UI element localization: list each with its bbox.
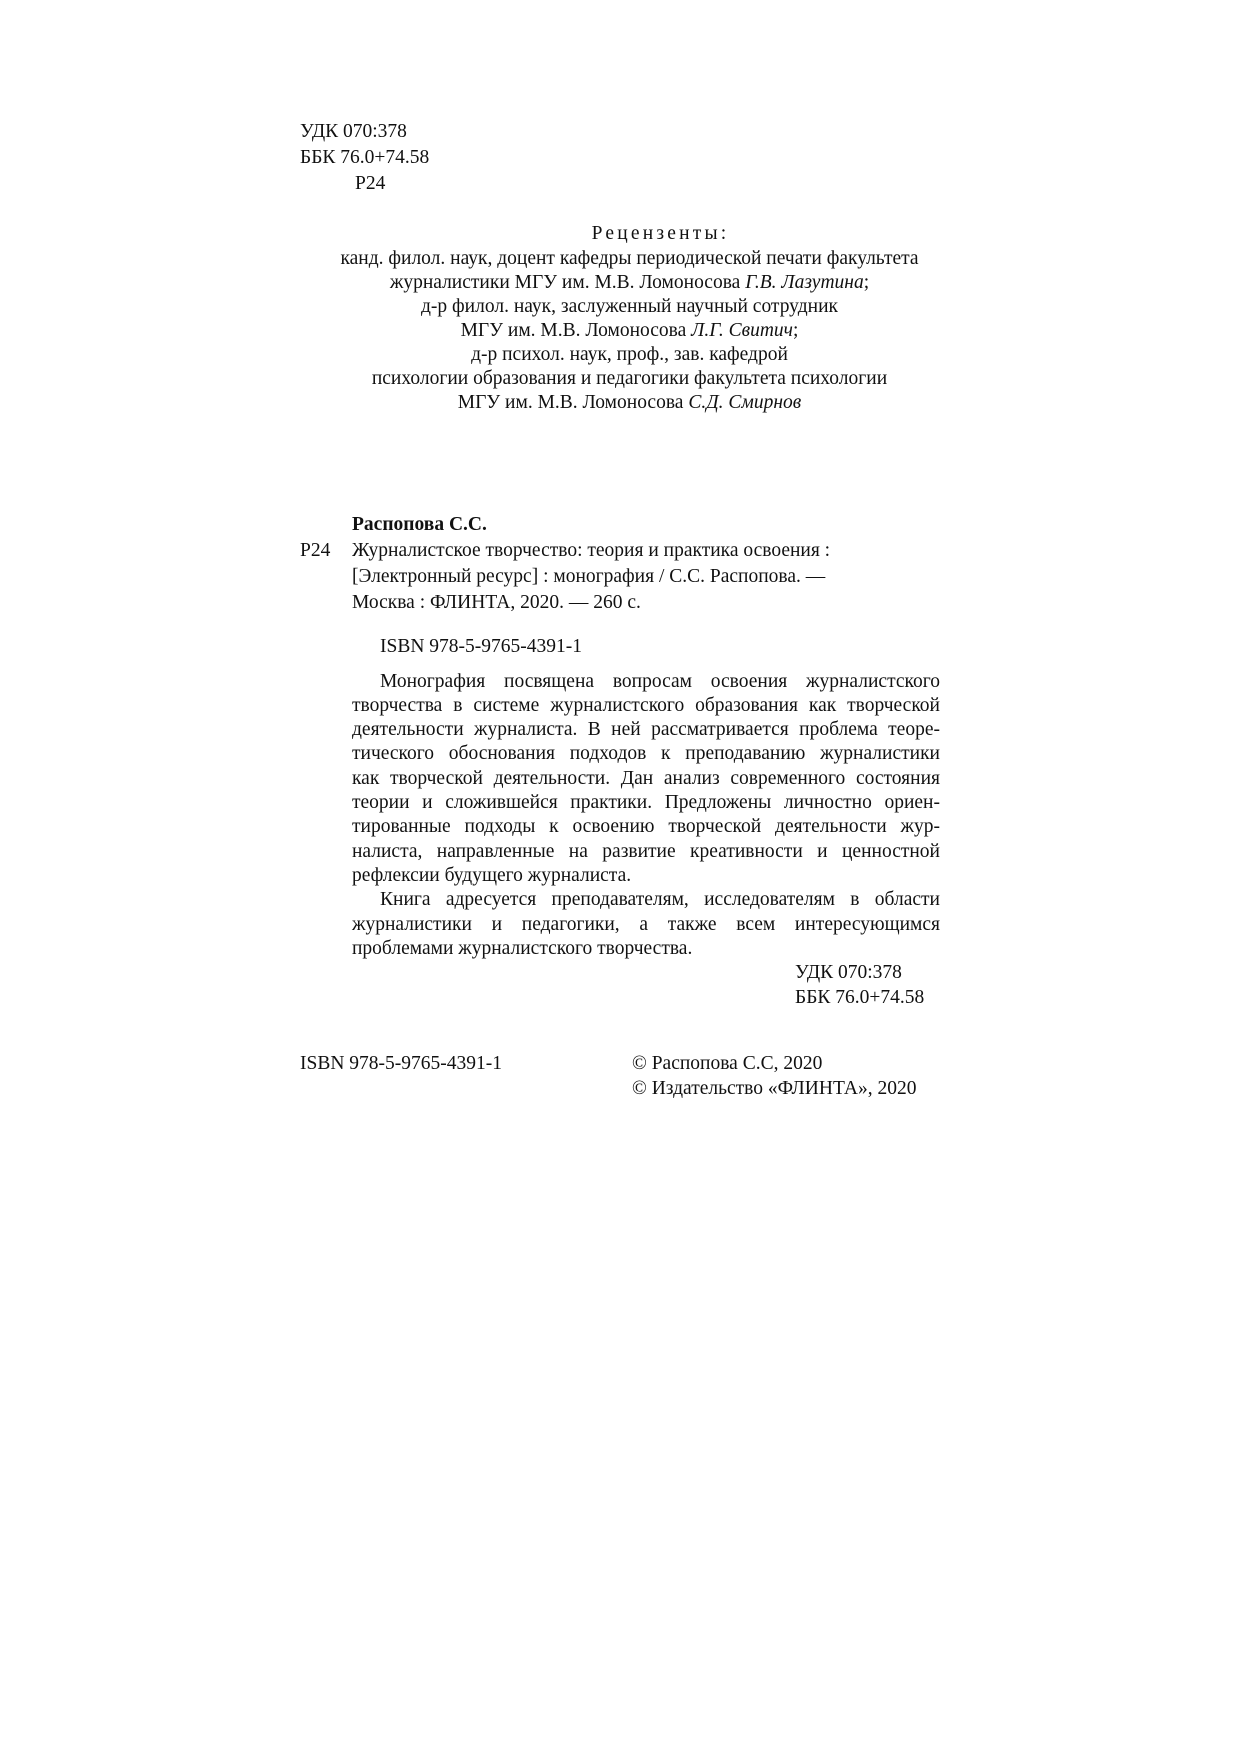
catalog-isbn: ISBN 978-5-9765-4391-1 bbox=[380, 636, 583, 657]
catalog-title-line-1: Журналистское творчество: теория и практика освоения : bbox=[352, 540, 831, 561]
reviewer-name-lazutina: Г.В. Лазутина bbox=[745, 272, 864, 293]
abstract-line: журналистики и педагогики, а также всем интересующимся bbox=[352, 914, 940, 935]
copyright-author: © Распопова С.С, 2020 bbox=[632, 1053, 823, 1074]
reviewers-title: Рецензенты: bbox=[591, 223, 730, 244]
catalog-mark: Р24 bbox=[300, 540, 331, 561]
reviewer-line-6: психологии образования и педагогики факультета психологии bbox=[371, 368, 888, 389]
reviewer-name-smirnov: С.Д. Смирнов bbox=[688, 392, 802, 413]
abstract-line: как творческой деятельности. Дан анализ современного состояния bbox=[352, 768, 940, 789]
reviewer-line-2: журналистики МГУ им. М.В. Ломоносова Г.В. Лазутина; bbox=[389, 272, 870, 293]
catalog-title-line-3: Москва : ФЛИНТА, 2020. — 260 с. bbox=[352, 592, 641, 613]
catalog-title-line-2: [Электронный ресурс] : монография / С.С. Распопова. — bbox=[352, 566, 826, 587]
abstract-udk: УДК 070:378 bbox=[795, 962, 902, 983]
abstract-line: проблемами журналистского творчества. bbox=[352, 938, 693, 959]
footer-isbn: ISBN 978-5-9765-4391-1 bbox=[300, 1053, 503, 1074]
reviewer-line-4: МГУ им. М.В. Ломоносова Л.Г. Свитич; bbox=[460, 320, 799, 341]
abstract-line: Монография посвящена вопросам освоения журналистского bbox=[380, 671, 940, 692]
reviewer-name-svitich: Л.Г. Свитич bbox=[691, 320, 793, 341]
abstract-bbk: ББК 76.0+74.58 bbox=[795, 987, 925, 1008]
copyright-publisher: © Издательство «ФЛИНТА», 2020 bbox=[632, 1078, 917, 1099]
abstract-line: Книга адресуется преподавателям, исследователям в области bbox=[380, 889, 940, 910]
catalog-author: Распопова С.С. bbox=[352, 514, 487, 535]
reviewer-line-3: д-р филол. наук, заслуженный научный сотрудник bbox=[421, 296, 838, 317]
abstract-line: тического обоснования подходов к преподаванию журналистики bbox=[352, 743, 940, 764]
header-author-mark: Р24 bbox=[355, 173, 386, 194]
abstract-line: теории и сложившейся практики. Предложены личностно ориен- bbox=[352, 792, 940, 813]
abstract-line: деятельности журналиста. В ней рассматривается проблема теоре- bbox=[352, 719, 940, 740]
abstract-line: налиста, направленные на развитие креативности и ценностной bbox=[352, 841, 940, 862]
header-udk: УДК 070:378 bbox=[300, 121, 407, 142]
reviewer-line-7: МГУ им. М.В. Ломоносова С.Д. Смирнов bbox=[457, 392, 802, 413]
header-bbk: ББК 76.0+74.58 bbox=[300, 147, 430, 168]
abstract-line: рефлексии будущего журналиста. bbox=[352, 865, 632, 886]
reviewer-line-1: канд. филол. наук, доцент кафедры периодической печати факультета bbox=[340, 248, 919, 269]
reviewer-line-5: д-р психол. наук, проф., зав. кафедрой bbox=[471, 344, 788, 365]
abstract-line: творчества в системе журналистского образования как творческой bbox=[352, 695, 940, 716]
abstract-line: тированные подходы к освоению творческой деятельности жур- bbox=[352, 816, 940, 837]
